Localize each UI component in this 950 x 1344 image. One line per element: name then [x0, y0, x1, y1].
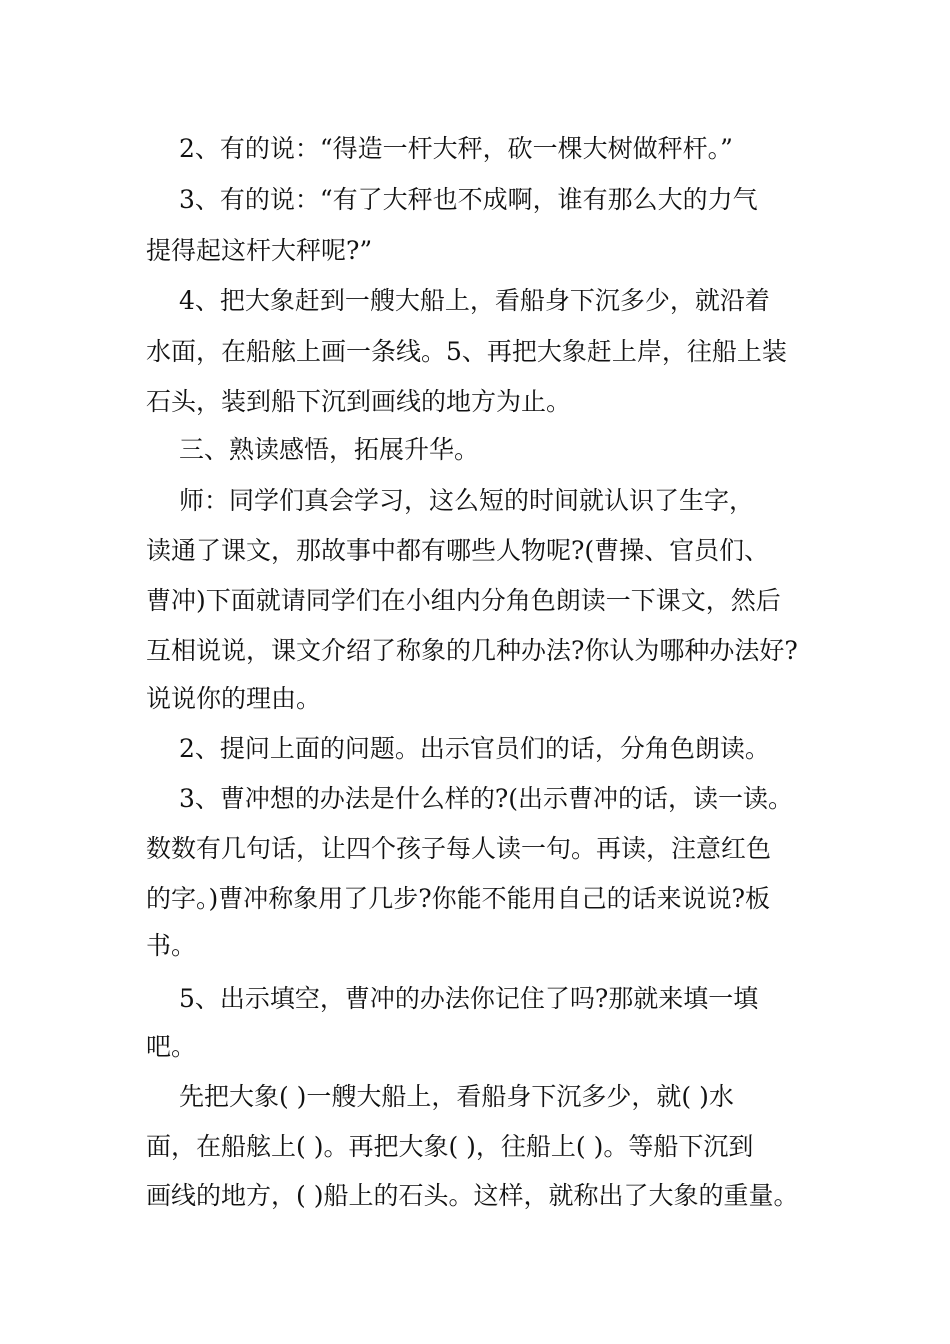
- text-line: 书。: [146, 931, 197, 960]
- fill-in-blank-line: 画线的地方，( )船上的石头。这样，就称出了大象的重量。: [146, 1181, 799, 1210]
- text-line: 读通了课文，那故事中都有哪些人物呢?(曹操、官员们、: [146, 536, 770, 565]
- text-line: 水面，在船舷上画一条线。5、再把大象赶上岸，往船上装: [146, 337, 787, 366]
- text-line: 提得起这杆大秤呢?”: [146, 236, 373, 265]
- text-line: 3、曹冲想的办法是什么样的?(出示曹冲的话，读一读。: [146, 784, 794, 813]
- text-line: 3、有的说：“有了大秤也不成啊，谁有那么大的力气: [146, 185, 758, 214]
- section-heading: 三、熟读感悟，拓展升华。: [146, 435, 479, 464]
- text-line: 2、有的说：“得造一杆大秤，砍一棵大树做秤杆。”: [146, 134, 733, 163]
- fill-in-blank-line: 先把大象( )一艘大船上，看船身下沉多少，就( )水: [146, 1082, 734, 1111]
- text-line: 4、把大象赶到一艘大船上，看船身下沉多少，就沿着: [146, 286, 770, 315]
- text-line: 石头，装到船下沉到画线的地方为止。: [146, 387, 572, 416]
- text-line: 5、出示填空，曹冲的办法你记住了吗?那就来填一填: [146, 984, 759, 1013]
- text-line: 互相说说，课文介绍了称象的几种办法?你认为哪种办法好?: [146, 636, 798, 665]
- text-line: 说说你的理由。: [146, 684, 322, 713]
- fill-in-blank-line: 面，在船舷上( )。再把大象( )，往船上( )。等船下沉到: [146, 1132, 754, 1161]
- text-line: 吧。: [146, 1032, 197, 1061]
- text-line: 数数有几句话，让四个孩子每人读一句。再读，注意红色: [146, 834, 772, 863]
- text-line: 师：同学们真会学习，这么短的时间就认识了生字，: [146, 486, 754, 515]
- text-line: 2、提问上面的问题。出示官员们的话，分角色朗读。: [146, 734, 770, 763]
- text-line: 的字。)曹冲称象用了几步?你能不能用自己的话来说说?板: [146, 884, 771, 913]
- text-line: 曹冲)下面就请同学们在小组内分角色朗读一下课文，然后: [146, 586, 781, 615]
